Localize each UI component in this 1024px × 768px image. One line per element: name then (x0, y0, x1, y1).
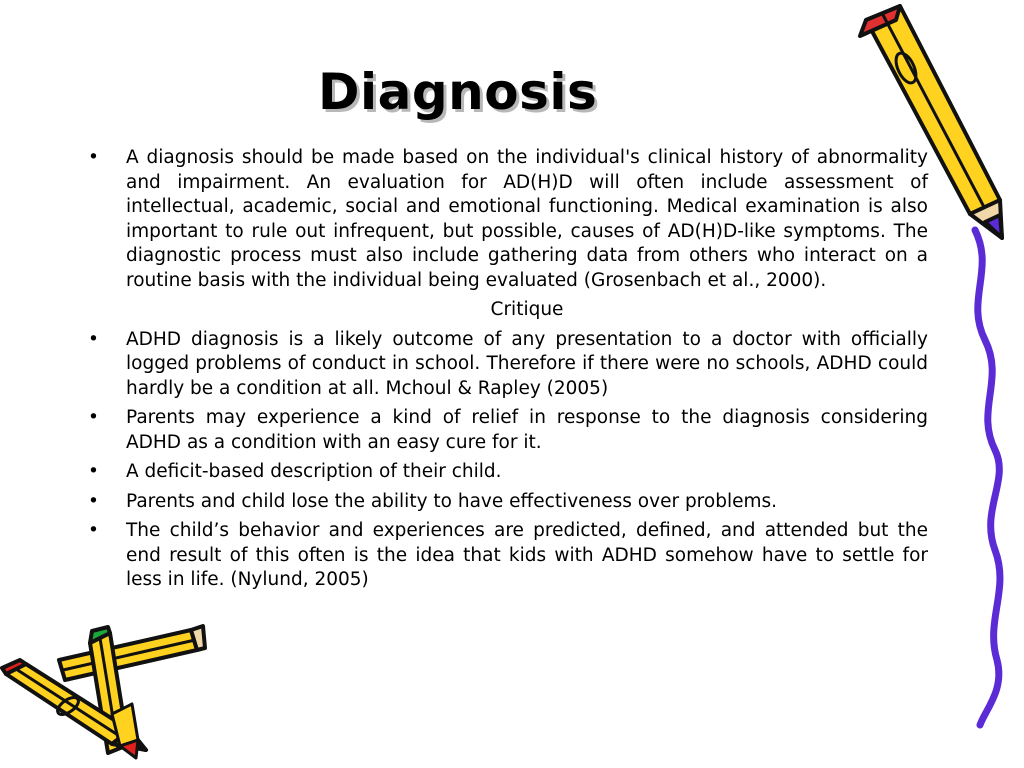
content-list (88, 146, 928, 598)
squiggle-line (955, 230, 1015, 730)
slide-title: Diagnosis (318, 63, 598, 121)
critique-heading: Critique (490, 299, 564, 320)
list-item: • A deficit-based description of their child. (88, 460, 928, 485)
list-item: • ADHD diagnosis is a likely outcome of any presentation to a doctor with officially logged problems of conduct in school. Therefore if there were no schools, ADHD could hardly be a condition at all. Mchoul & Rapley (2005) (88, 328, 928, 402)
list-item: • Parents and child lose the ability to have effectiveness over problems. (88, 490, 928, 515)
list-item: • The child’s behavior and experiences are predicted, defined, and attended but the end result of this often is the idea that kids with ADHD somehow have to settle for less in life. (Nylund, 2005) (88, 519, 928, 593)
pencil-icon (98, 700, 148, 762)
list-item: • Parents may experience a kind of relief in response to the diagnosis considering ADHD as a condition with an easy cure for it. (88, 406, 928, 455)
list-item: • A diagnosis should be made based on the individual's clinical history of abnormality and impairment. An evaluation for AD(H)D will often include assessment of intellectual, academic, social and emotional functioning. Medical examination is also important to rule out infrequent, but possible, causes of AD(H)D-like symptoms. The diagnostic process must also include gathering data from others who interact on a routine basis with the individual being evaluated (Grosenbach et al., 2000). (88, 146, 928, 293)
